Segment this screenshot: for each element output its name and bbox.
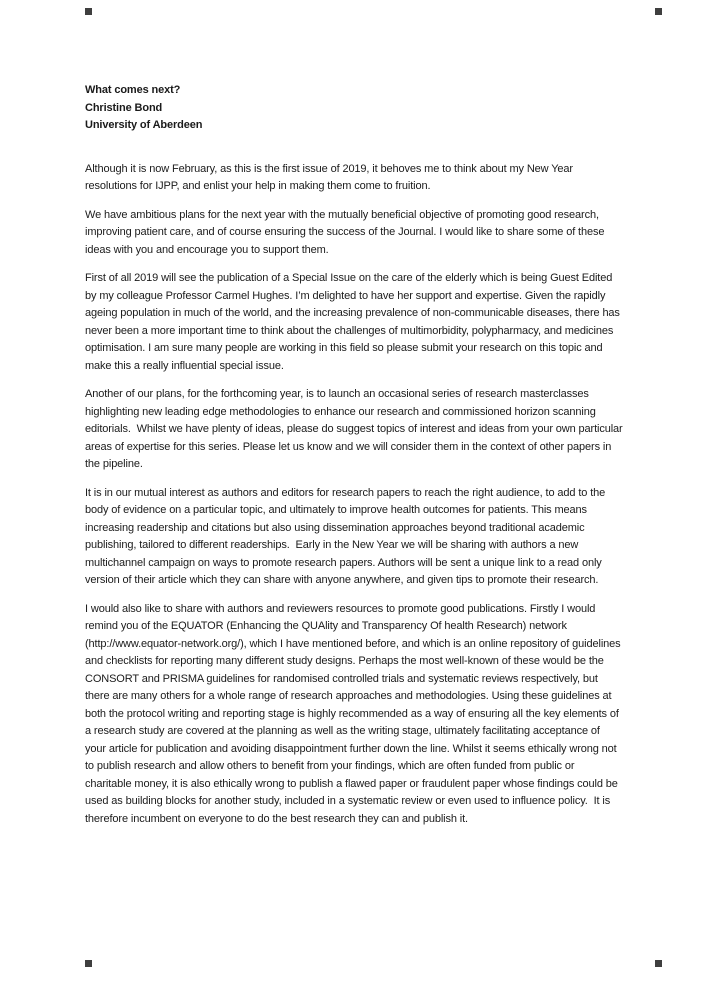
letter-body <box>85 161 626 829</box>
document-header <box>85 82 623 135</box>
corner-mark-top-right <box>655 8 662 15</box>
document-title: What comes next? <box>85 84 181 96</box>
corner-mark-top-left <box>85 8 92 15</box>
author-affiliation: University of Aberdeen <box>85 119 203 131</box>
paragraph: Although it is now February, as this is the first issue of 2019, it behoves me to think about my New Year resolutions for IJPP, and enlist your help in making them come to fruition. <box>85 162 576 192</box>
paragraph: It is in our mutual interest as authors and editors for research papers to reach the right audience, to add to the body of evidence on a particular topic, and ultimately to improve health outcomes for patients. This means increasing readership and citations but also using dissemination approaches beyond traditional academic publishing, tailored to different readerships. Early in the New Year we will be sharing with authors a new multichannel campaign on ways to promote research papers. Authors will be sent a unique link to a read only version of their article which they can share with anyone anywhere, and given tips to promote their research. <box>85 486 609 586</box>
paragraph: First of all 2019 will see the publication of a Special Issue on the care of the elderly which is being Guest Edited by my colleague Professor Carmel Hughes. I’m delighted to have her support and expertise. Given the rapidly ageing population in much of the world, and the increasing prevalence of non-communicable diseases, there has never been a more important time to think about the challenges of multimorbidity, polypharmacy, and medicines optimisation. I am sure many people are working in this field so please submit your research on this topic and make this a really influential special issue. <box>85 272 623 372</box>
paragraph: I would also like to share with authors and reviewers resources to promote good publications. Firstly I would remind you of the EQUATOR (Enhancing the QUAlity and Transparency Of health Research) network (http://www.equator-network.org/), which I have mentioned before, and which is an online repository of guidelines and checklists for reporting many different study designs. Perhaps the most well-known of these would be the CONSORT and PRISMA guidelines for randomised controlled trials and systematic reviews respectively, but there are many others for a whole range of research approaches and methodologies. Using these guidelines at both the protocol writing and reporting stage is highly recommended as a way of ensuring all the key elements of a research study are covered at the planning as well as the writing stage, ultimately facilitating acceptance of your article for publication and avoiding disappointment further down the line. Whilst it seems ethically wrong not to publish research and allow others to benefit from your findings, which are often funded from public or charitable money, it is also ethically wrong to publish a flawed paper or fraudulent paper whose findings could be used as building blocks for another study, included in a systematic review or even used to influence policy. It is therefore incumbent on everyone to do the best research they can and publish it. <box>85 602 624 825</box>
corner-mark-bottom-right <box>655 960 662 967</box>
document-content <box>85 82 626 839</box>
paragraph: Another of our plans, for the forthcoming year, is to launch an occasional series of research masterclasses highlighting new leading edge methodologies to enhance our research and commissioned horizon scanning editorials. Whilst we have plenty of ideas, please do suggest topics of interest and ideas from your own particular areas of expertise for this series. Please let us know and we will consider them in the context of other papers in the pipeline. <box>85 388 626 470</box>
corner-mark-bottom-left <box>85 960 92 967</box>
paragraph: We have ambitious plans for the next year with the mutually beneficial objective of promoting good research, improving patient care, and of course ensuring the success of the Journal. I would like to share some of these ideas with you and encourage you to support them. <box>85 208 608 256</box>
author-name: Christine Bond <box>85 101 163 114</box>
